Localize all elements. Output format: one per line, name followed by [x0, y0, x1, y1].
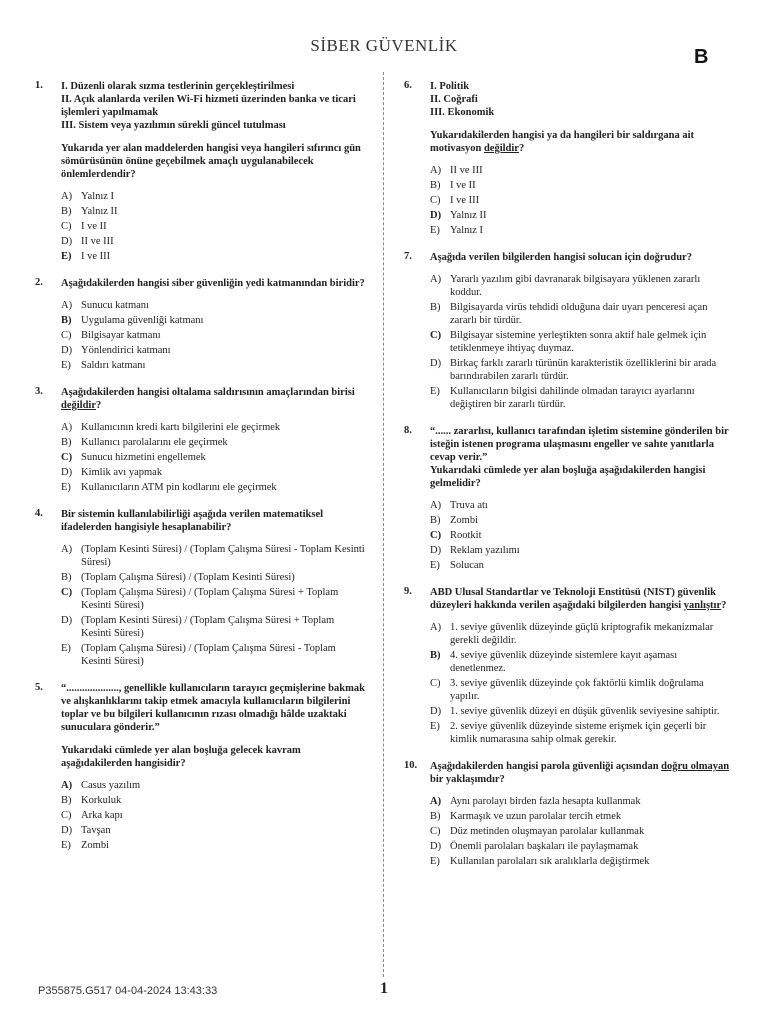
option-d	[430, 840, 734, 853]
option-letter: D)	[61, 615, 73, 626]
right-column	[404, 80, 734, 882]
option-letter: C)	[61, 452, 73, 463]
option-d	[61, 466, 365, 479]
option-text: I ve III	[81, 251, 111, 262]
option-text: Kullanıcıların bilgisi dahilinde olmadan tarayıcı ayarlarını değiştiren bir zararlı türdür.	[450, 386, 695, 410]
question-number: 5.	[35, 682, 43, 693]
option-letter: C)	[61, 810, 72, 821]
question-text	[61, 386, 365, 412]
option-text: 1. seviye güvenlik düzeyinde güçlü kriptografik mekanizmalar gerekli değildir.	[450, 622, 714, 646]
option-e	[430, 855, 734, 868]
option-e	[61, 642, 365, 668]
option-letter: E)	[61, 840, 71, 851]
option-b	[430, 514, 734, 527]
option-b	[61, 314, 365, 327]
option-text: I ve III	[450, 195, 480, 206]
option-b	[430, 301, 734, 327]
option-e	[430, 720, 734, 746]
option-letter: B)	[430, 515, 441, 526]
option-c	[61, 329, 365, 342]
column-divider	[383, 72, 384, 977]
option-text: Yalnız II	[450, 210, 487, 221]
option-letter: C)	[61, 221, 72, 232]
question-number: 2.	[35, 277, 43, 288]
question-text	[61, 277, 365, 290]
option-d	[61, 614, 365, 640]
option-letter: A)	[61, 422, 73, 433]
stem-part: ABD Ulusal Standartlar ve Teknoloji Enstitüsü (NIST) güvenlik düzeyleri hakkında verilen aşağıdaki bilgilerden hangisi	[430, 587, 717, 611]
question-number: 7.	[404, 251, 412, 262]
option-letter: A)	[61, 300, 73, 311]
option-e	[61, 839, 365, 852]
option-letter: D)	[430, 841, 442, 852]
question-text	[430, 760, 734, 786]
option-letter: D)	[430, 545, 442, 556]
option-b	[430, 179, 734, 192]
question-stem: Aşağıdakilerden hangisi siber güvenliğin yedi katmanından biridir?	[61, 278, 365, 289]
option-text: Reklam yazılımı	[450, 545, 520, 556]
option-letter: E)	[61, 482, 71, 493]
question-number: 9.	[404, 586, 412, 597]
option-letter: A)	[61, 780, 73, 791]
statement-line: I. Politik	[430, 81, 470, 92]
option-text: Zombi	[81, 840, 109, 851]
option-text: Korkuluk	[81, 795, 122, 806]
option-text: 3. seviye güvenlik düzeyinde çok faktörlü kimlik doğrulama yapılır.	[450, 678, 704, 702]
option-c	[430, 194, 734, 207]
option-letter: E)	[430, 225, 440, 236]
option-text: I ve II	[81, 221, 107, 232]
option-letter: A)	[430, 500, 442, 511]
option-letter: E)	[430, 386, 440, 397]
option-letter: A)	[430, 796, 442, 807]
option-c	[430, 529, 734, 542]
question-text	[430, 251, 734, 264]
option-letter: D)	[430, 706, 442, 717]
option-text: Sunucu katmanı	[81, 300, 149, 311]
question-quote: “...................., genellikle kullanıcıların tarayıcı geçmişlerine bakmak ve alışkanlıklarını takip etmek amacıyla kullanıcıların bilgilerini toplar ve bu bilgileri kullanıcının rızası olmadığı hâlde uzaktaki sunuculara gönderir.”	[61, 683, 365, 733]
option-letter: A)	[430, 165, 442, 176]
option-letter: B)	[61, 572, 72, 583]
question-number: 6.	[404, 80, 412, 91]
option-text: Önemli parolaları başkaları ile paylaşmamak	[450, 841, 639, 852]
option-text: Rootkit	[450, 530, 482, 541]
option-c	[430, 329, 734, 355]
option-d	[430, 357, 734, 383]
question-text	[430, 425, 734, 490]
options	[430, 273, 734, 411]
options	[61, 190, 365, 263]
statement-line: II. Coğrafi	[430, 94, 478, 105]
option-letter: D)	[61, 825, 73, 836]
option-text: Tavşan	[81, 825, 111, 836]
option-c	[430, 677, 734, 703]
option-letter: B)	[61, 315, 72, 326]
question-stem	[430, 760, 734, 786]
page-title: SİBER GÜVENLİK	[310, 36, 458, 55]
option-text: Kullanıcının kredi kartı bilgilerini ele geçirmek	[81, 422, 281, 433]
question-stem	[61, 386, 365, 412]
stem-emphasis: değildir	[483, 143, 519, 154]
option-text: Truva atı	[450, 500, 488, 511]
question-stem: Bir sistemin kullanılabilirliği aşağıda verilen matematiksel ifadelerden hangisiyle hesaplanabilir?	[61, 509, 324, 533]
option-e	[61, 250, 365, 263]
option-text: Bilgisayarda virüs tehdidi olduğuna dair uyarı penceresi açan zararlı bir türdür.	[450, 302, 708, 326]
option-text: Casus yazılım	[81, 780, 141, 791]
question-number: 10.	[404, 760, 418, 771]
option-text: Sunucu hizmetini engellemek	[81, 452, 206, 463]
option-letter: A)	[61, 191, 73, 202]
option-letter: B)	[430, 811, 441, 822]
option-text: 4. seviye güvenlik düzeyinde sistemlere kayıt aşaması denetlenmez.	[450, 650, 678, 674]
option-text: Birkaç farklı zararlı türünün karakteristik özelliklerini bir arada barındırabilen zararlı türdür.	[450, 358, 717, 382]
option-text: Kullanıcıların ATM pin kodlarını ele geçirmek	[81, 482, 277, 493]
option-e	[430, 385, 734, 411]
option-b	[430, 649, 734, 675]
stem-emphasis: değildir	[61, 400, 97, 411]
option-letter: A)	[61, 544, 73, 555]
option-text: Uygulama güvenliği katmanı	[81, 315, 204, 326]
question-8	[404, 425, 734, 572]
question-text	[61, 80, 365, 181]
option-text: Bilgisayar katmanı	[81, 330, 161, 341]
option-letter: C)	[430, 195, 441, 206]
option-text: Yalnız II	[81, 206, 118, 217]
option-c	[61, 809, 365, 822]
option-text: (Toplam Çalışma Süresi) / (Toplam Çalışma Süresi - Toplam Kesinti Süresi)	[81, 643, 336, 667]
option-a	[430, 273, 734, 299]
option-d	[430, 705, 734, 718]
option-text: Kimlik avı yapmak	[81, 467, 163, 478]
options	[430, 621, 734, 746]
options	[61, 299, 365, 372]
option-text: II ve III	[81, 236, 114, 247]
option-letter: B)	[430, 650, 441, 661]
option-text: Aynı parolayı birden fazla hesapta kullanmak	[450, 796, 641, 807]
question-2	[35, 277, 365, 372]
stem-part: Yukarıdakilerden hangisi ya da hangileri bir saldırgana ait motivasyon	[430, 130, 695, 154]
question-number: 3.	[35, 386, 43, 397]
option-letter: A)	[430, 274, 442, 285]
options	[61, 779, 365, 852]
option-letter: E)	[430, 560, 440, 571]
option-text: Saldırı katmanı	[81, 360, 146, 371]
question-stem	[430, 129, 734, 155]
option-b	[61, 205, 365, 218]
option-letter: B)	[430, 302, 441, 313]
option-letter: E)	[61, 251, 72, 262]
option-letter: C)	[430, 826, 441, 837]
option-letter: B)	[430, 180, 441, 191]
option-d	[61, 344, 365, 357]
option-letter: B)	[61, 795, 72, 806]
left-column	[35, 80, 365, 866]
option-text: Yalnız I	[81, 191, 115, 202]
question-text	[61, 682, 365, 770]
option-a	[430, 164, 734, 177]
option-a	[61, 421, 365, 434]
option-text: Solucan	[450, 560, 484, 571]
option-d	[430, 209, 734, 222]
page-number: 1	[380, 980, 388, 997]
option-text: (Toplam Kesinti Süresi) / (Toplam Çalışma Süresi - Toplam Kesinti Süresi)	[81, 544, 365, 568]
option-c	[61, 586, 365, 612]
document-code: P355875.G517 04-04-2024 13:43:33	[38, 985, 218, 997]
option-b	[61, 794, 365, 807]
option-letter: C)	[61, 330, 72, 341]
question-3	[35, 386, 365, 494]
option-text: Zombi	[450, 515, 478, 526]
option-c	[61, 220, 365, 233]
option-e	[61, 359, 365, 372]
question-text	[61, 508, 365, 534]
option-d	[430, 544, 734, 557]
option-letter: E)	[430, 856, 440, 867]
option-a	[430, 499, 734, 512]
question-stem	[430, 586, 734, 612]
option-e	[430, 224, 734, 237]
option-letter: D)	[61, 236, 73, 247]
option-text: Arka kapı	[81, 810, 123, 821]
option-text: Yönlendirici katmanı	[81, 345, 171, 356]
option-letter: E)	[61, 643, 71, 654]
option-letter: E)	[61, 360, 71, 371]
option-a	[430, 621, 734, 647]
stem-part: Aşağıdakilerden hangisi parola güvenliği açısından	[430, 761, 662, 772]
question-6	[404, 80, 734, 237]
options	[430, 499, 734, 572]
option-e	[430, 559, 734, 572]
option-a	[61, 779, 365, 792]
option-a	[430, 795, 734, 808]
option-text: I ve II	[450, 180, 476, 191]
question-text	[430, 586, 734, 612]
options	[430, 164, 734, 237]
question-number: 8.	[404, 425, 412, 436]
question-quote: “...... zararlısı, kullanıcı tarafından işletim sistemine gönderilen bir isteğin istenen programa ulaşmasını engeller ve sahte yanıtlarla cevap verir.”	[430, 426, 729, 463]
option-letter: A)	[430, 622, 442, 633]
question-stem: Yukarıdaki cümlede yer alan boşluğa gelecek kavram aşağıdakilerden hangisidir?	[61, 745, 301, 769]
option-e	[61, 481, 365, 494]
option-c	[61, 451, 365, 464]
option-letter: C)	[430, 678, 441, 689]
stem-part: ?	[518, 143, 525, 154]
stem-emphasis: doğru olmayan	[661, 761, 730, 772]
option-letter: E)	[430, 721, 440, 732]
option-text: Bilgisayar sistemine yerleştikten sonra aktif hale gelmek için tetiklenmeye ihtiyaç duymaz.	[450, 330, 707, 354]
option-d	[61, 235, 365, 248]
statement-line: II. Açık alanlarda verilen Wi-Fi hizmeti üzerinden banka ve ticari işlemleri yapılmamak	[61, 94, 356, 118]
option-b	[61, 436, 365, 449]
option-text: 1. seviye güvenlik düzeyi en düşük güvenlik seviyesine sahiptir.	[450, 706, 720, 717]
option-text: Kullanılan parolaları sık aralıklarla değiştirmek	[450, 856, 650, 867]
stem-part: Aşağıdakilerden hangisi oltalama saldırısının amaçlarından birisi	[61, 387, 355, 398]
stem-emphasis: yanlıştır	[683, 600, 722, 611]
stem-part: bir yaklaşımdır?	[430, 774, 505, 785]
option-text: II ve III	[450, 165, 483, 176]
question-number: 1.	[35, 80, 43, 91]
option-b	[430, 810, 734, 823]
option-letter: C)	[61, 587, 73, 598]
option-text: Karmaşık ve uzun parolalar tercih etmek	[450, 811, 622, 822]
option-c	[430, 825, 734, 838]
option-text: (Toplam Çalışma Süresi) / (Toplam Çalışma Süresi + Toplam Kesinti Süresi)	[81, 587, 339, 611]
option-a	[61, 299, 365, 312]
statement-line: I. Düzenli olarak sızma testlerinin gerçekleştirilmesi	[61, 81, 295, 92]
question-1	[35, 80, 365, 263]
option-text: Yararlı yazılım gibi davranarak bilgisayara yüklenen zararlı koddur.	[450, 274, 701, 298]
options	[61, 421, 365, 494]
option-letter: D)	[430, 358, 442, 369]
option-letter: B)	[61, 206, 72, 217]
option-letter: D)	[61, 467, 73, 478]
stem-part: ?	[721, 600, 727, 611]
option-letter: C)	[430, 330, 442, 341]
option-text: Düz metinden oluşmayan parolalar kullanmak	[450, 826, 645, 837]
question-stem: Yukarıdaki cümlede yer alan boşluğa aşağıdakilerden hangisi gelmelidir?	[430, 465, 706, 489]
option-text: Yalnız I	[450, 225, 484, 236]
stem-part: ?	[96, 400, 102, 411]
statement-line: III. Ekonomik	[430, 107, 495, 118]
option-a	[61, 543, 365, 569]
question-9	[404, 586, 734, 746]
question-7	[404, 251, 734, 411]
options	[430, 795, 734, 868]
statement-line: III. Sistem veya yazılımın sürekli güncel tutulması	[61, 120, 286, 131]
option-text: (Toplam Kesinti Süresi) / (Toplam Çalışma Süresi + Toplam Kesinti Süresi)	[81, 615, 335, 639]
question-stem: Yukarıda yer alan maddelerden hangisi veya hangileri sıfırıncı gün sömürüsünün önüne geçebilmek amaçlı uygulanabilecek önlemlerdendir?	[61, 143, 361, 180]
question-number: 4.	[35, 508, 43, 519]
option-letter: D)	[61, 345, 73, 356]
question-5	[35, 682, 365, 852]
option-text: (Toplam Çalışma Süresi) / (Toplam Kesinti Süresi)	[81, 572, 295, 583]
question-10	[404, 760, 734, 868]
option-text: Kullanıcı parolalarını ele geçirmek	[81, 437, 228, 448]
option-d	[61, 824, 365, 837]
question-text	[430, 80, 734, 155]
question-4	[35, 508, 365, 668]
option-b	[61, 571, 365, 584]
option-text: 2. seviye güvenlik düzeyinde sisteme erişmek için geçerli bir kimlik numarasına sahip olmak gerekir.	[450, 721, 707, 745]
option-letter: C)	[430, 530, 442, 541]
option-letter: D)	[430, 210, 442, 221]
option-letter: B)	[61, 437, 72, 448]
question-stem: Aşağıda verilen bilgilerden hangisi solucan için doğrudur?	[430, 252, 692, 263]
options	[61, 543, 365, 668]
booklet-letter: B	[694, 46, 709, 68]
option-a	[61, 190, 365, 203]
